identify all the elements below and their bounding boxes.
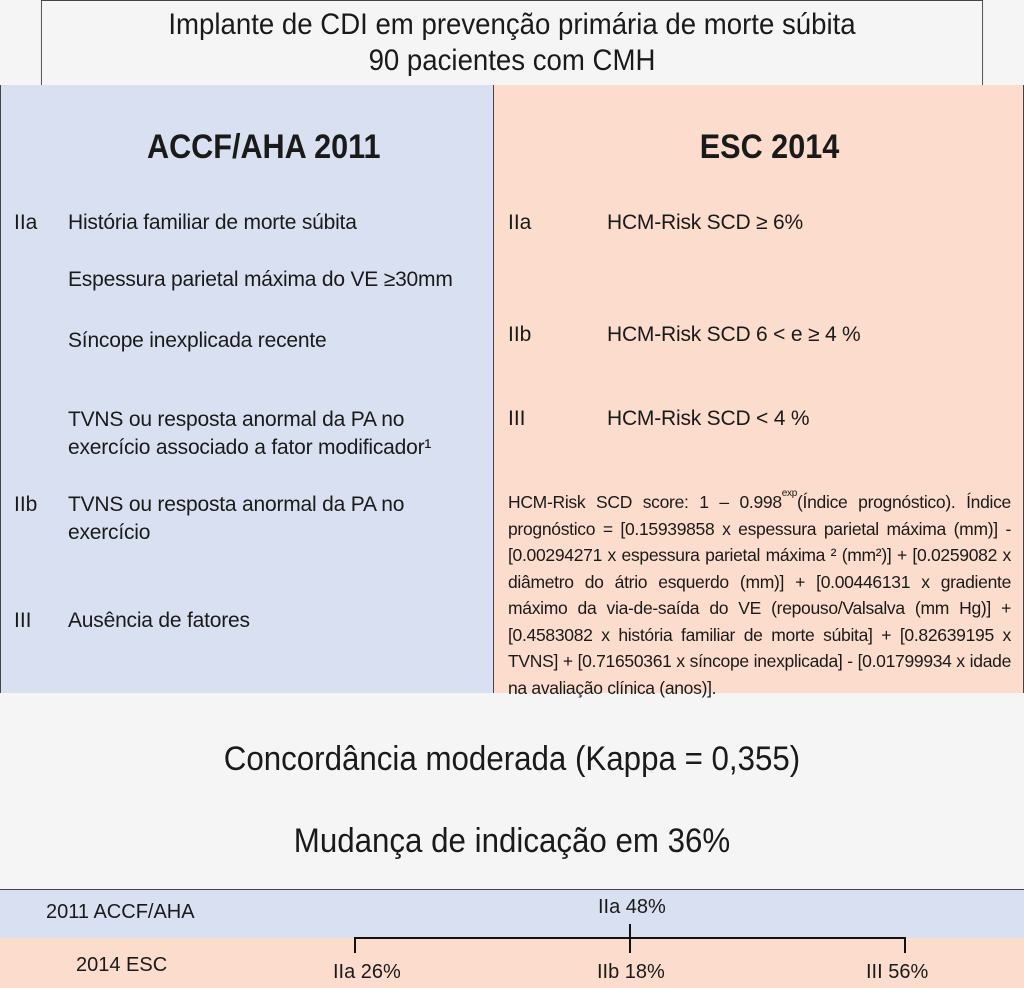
- accf-aha-heading: ACCF/AHA 2011: [146, 128, 381, 166]
- bracket-tick-right: [904, 937, 906, 953]
- agreement-text: Concordância moderada (Kappa = 0,355): [223, 740, 801, 778]
- right-class-iia: IIa: [508, 211, 532, 234]
- row2-value-iii: III 56%: [866, 961, 929, 983]
- bracket-tick-center: [629, 924, 631, 953]
- hcm-risk-formula: [508, 489, 1011, 701]
- left-row-text: Ausência de fatores: [68, 609, 250, 632]
- right-class-iii: III: [508, 407, 526, 430]
- accf-aha-panel: [0, 85, 494, 693]
- row1-value: IIa 48%: [598, 896, 666, 918]
- left-row-text: exercício associado a fator modificador¹: [68, 436, 432, 459]
- left-class-iib: IIb: [14, 493, 38, 516]
- left-row-text: TVNS ou resposta anormal da PA no: [68, 408, 405, 431]
- title-line-2: 90 pacientes com CMH: [368, 44, 656, 77]
- bracket-tick-left: [354, 937, 356, 953]
- esc-heading: ESC 2014: [699, 128, 840, 166]
- formula-sup: exp: [781, 488, 798, 499]
- right-row-text: HCM-Risk SCD < 4 %: [607, 407, 810, 430]
- row2-value-iib: IIb 18%: [597, 961, 665, 983]
- title-box: [41, 0, 983, 86]
- right-row-text: HCM-Risk SCD ≥ 6%: [607, 211, 803, 234]
- left-row-text: História familiar de morte súbita: [68, 211, 357, 234]
- formula-post: (Índice prognóstico). Índice prognóstico = [0.15939858 x espessura parietal máxima (mm)] - [0.00294271 x espessura parietal máxima ² (mm²)] + [0.0259082 x diâmetro do átrio esquerdo (mm)] + [0.00446131 x gradiente máximo da via-de-saída do VE (repouso/Valsalva (mm Hg)] + [0.4583082 x história familiar de morte súbita] + [0.82639195 x TVNS] + [0.71650361 x síncope inexplicada] - [0.01799934 x idade na avaliação clínica (anos)].: [508, 492, 1011, 698]
- right-row-text: HCM-Risk SCD 6 < e ≥ 4 %: [607, 323, 861, 346]
- right-class-iib: IIb: [508, 323, 532, 346]
- left-row-text: Síncope inexplicada recente: [68, 329, 327, 352]
- formula-pre: HCM-Risk SCD score: 1 – 0.998: [508, 492, 782, 512]
- left-class-iia: IIa: [14, 211, 38, 234]
- left-row-text: Espessura parietal máxima do VE ≥30mm: [68, 268, 453, 291]
- left-class-iii: III: [14, 609, 32, 632]
- row1-label: 2011 ACCF/AHA: [46, 901, 195, 923]
- left-row-text: TVNS ou resposta anormal da PA no: [68, 493, 405, 516]
- change-text: Mudança de indicação em 36%: [293, 822, 731, 860]
- row2-value-iia: IIa 26%: [333, 961, 401, 983]
- row2-label: 2014 ESC: [76, 954, 168, 976]
- title-line-1: Implante de CDI em prevenção primária de morte súbita: [168, 8, 856, 41]
- left-row-text: exercício: [68, 521, 151, 544]
